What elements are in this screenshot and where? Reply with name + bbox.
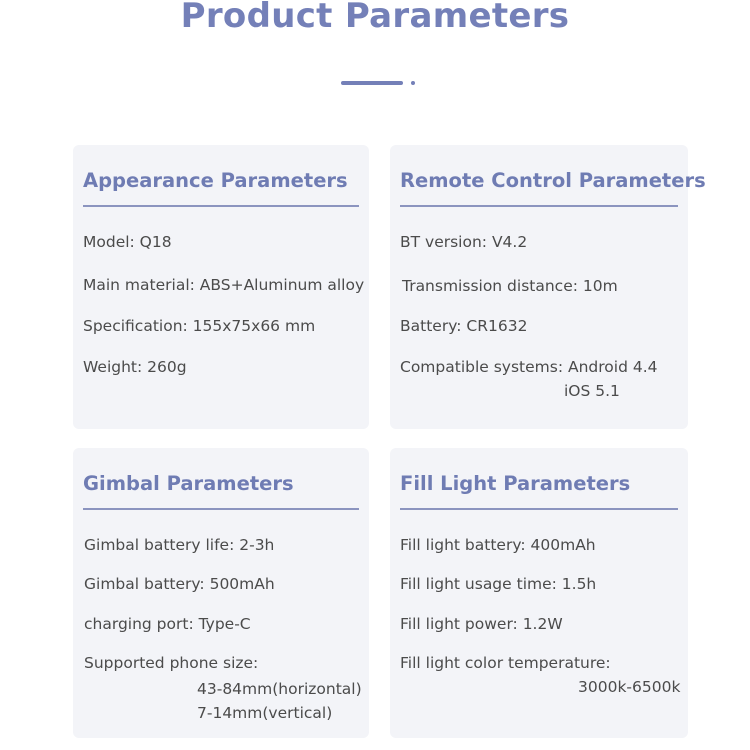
card-title: Appearance Parameters (83, 169, 348, 192)
fill-light-parameters-card (390, 448, 688, 738)
param-fill-light-color-temperature: Fill light color temperature: (400, 654, 611, 672)
title-underline (341, 81, 403, 85)
card-title: Gimbal Parameters (83, 472, 294, 495)
param-phone-size-horizontal: 43-84mm(horizontal) (197, 680, 362, 698)
param-gimbal-battery: Gimbal battery: 500mAh (84, 575, 275, 593)
card-divider (400, 205, 678, 207)
card-divider (83, 508, 359, 510)
param-main-material: Main material: ABS+Aluminum alloy (83, 276, 365, 294)
param-fill-light-power: Fill light power: 1.2W (400, 615, 563, 633)
param-fill-light-battery: Fill light battery: 400mAh (400, 536, 596, 554)
page-title: Product Parameters (180, 0, 570, 36)
title-dot (411, 81, 415, 85)
appearance-parameters-card (73, 145, 369, 429)
param-gimbal-battery-life: Gimbal battery life: 2-3h (84, 536, 275, 554)
param-transmission-distance: Transmission distance: 10m (402, 277, 618, 295)
param-color-temperature-range: 3000k-6500k (578, 678, 681, 696)
param-supported-phone-size: Supported phone size: (84, 654, 259, 672)
param-compatible-systems-ios: iOS 5.1 (564, 382, 620, 400)
param-charging-port: charging port: Type-C (84, 615, 251, 633)
card-title: Fill Light Parameters (400, 472, 631, 495)
card-title: Remote Control Parameters (400, 169, 706, 192)
card-divider (400, 508, 678, 510)
card-divider (83, 205, 359, 207)
param-bt-version: BT version: V4.2 (400, 233, 528, 251)
param-weight: Weight: 260g (83, 358, 187, 376)
param-battery: Battery: CR1632 (400, 317, 528, 335)
param-specification: Specification: 155x75x66 mm (83, 317, 316, 335)
param-model: Model: Q18 (83, 233, 172, 251)
param-fill-light-usage-time: Fill light usage time: 1.5h (400, 575, 597, 593)
param-compatible-systems: Compatible systems: Android 4.4 (400, 358, 658, 376)
param-phone-size-vertical: 7-14mm(vertical) (197, 704, 333, 722)
gimbal-parameters-card (73, 448, 369, 738)
remote-control-parameters-card (390, 145, 706, 429)
